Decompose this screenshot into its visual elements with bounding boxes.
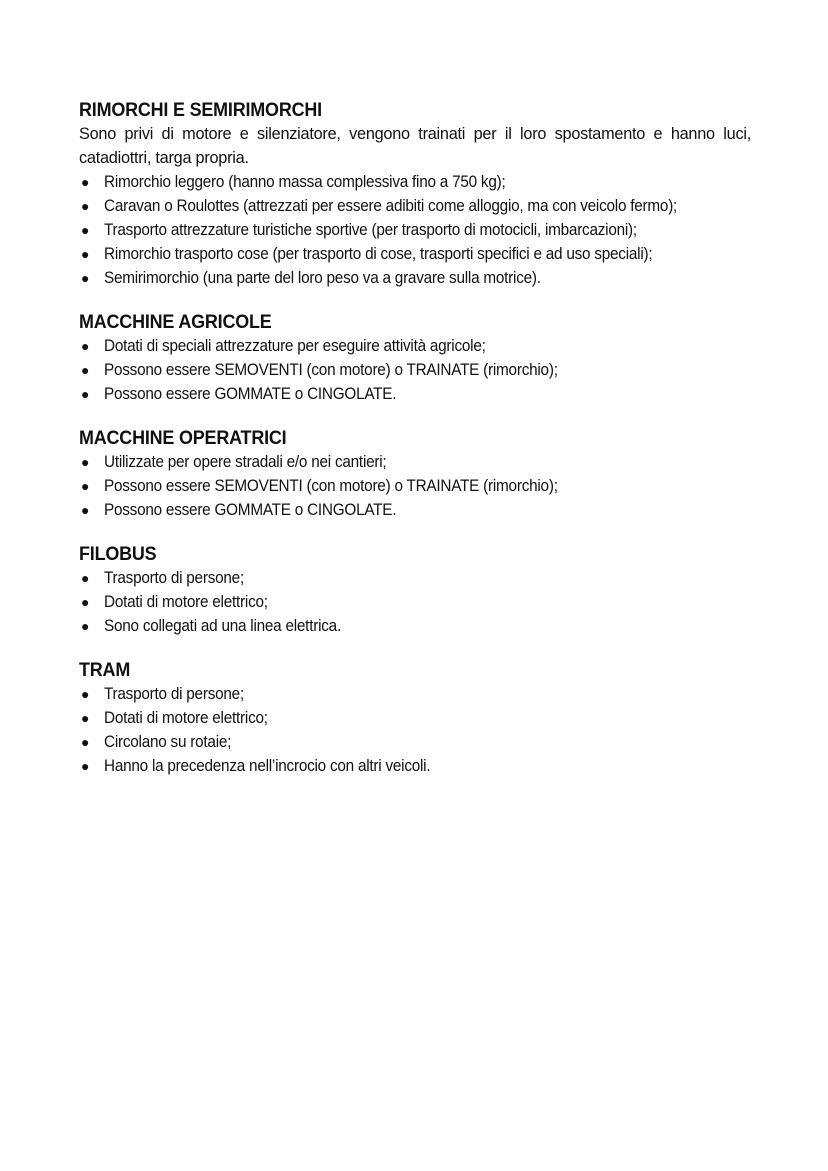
list-item: ● Dotati di motore elettrico;: [79, 590, 751, 614]
list-item: ● Rimorchio leggero (hanno massa complessiva fino a 750 kg);: [79, 170, 751, 194]
bullet-icon: ●: [81, 174, 90, 190]
section-tram: [79, 658, 751, 778]
section-title: TRAM: [79, 659, 131, 681]
bullet-list: [79, 170, 751, 290]
list-item: ● Circolano su rotaie;: [79, 730, 751, 754]
list-item: ● Trasporto di persone;: [79, 682, 751, 706]
section-macchine-operatrici: [79, 426, 751, 522]
list-item: ● Dotati di speciali attrezzature per eseguire attività agricole;: [79, 334, 751, 358]
list-item: ● Dotati di motore elettrico;: [79, 706, 751, 730]
list-item: ● Possono essere GOMMATE o CINGOLATE.: [79, 382, 751, 406]
bullet-icon: ●: [81, 758, 90, 774]
bullet-icon: ●: [81, 222, 90, 238]
section-title: RIMORCHI E SEMIRIMORCHI: [79, 99, 322, 121]
section-intro: Sono privi di motore e silenziatore, vengono trainati per il loro spostamento e hanno luci, catadiottri, targa propria.: [79, 125, 751, 167]
bullet-list: [79, 682, 751, 778]
list-item: ● Trasporto attrezzature turistiche sportive (per trasporto di motocicli, imbarcazioni);: [79, 218, 751, 242]
list-item: ● Possono essere GOMMATE o CINGOLATE.: [79, 498, 751, 522]
bullet-list: [79, 334, 751, 406]
bullet-icon: ●: [81, 570, 90, 586]
section-title: FILOBUS: [79, 543, 157, 565]
bullet-icon: ●: [81, 734, 90, 750]
bullet-icon: ●: [81, 710, 90, 726]
bullet-icon: ●: [81, 686, 90, 702]
bullet-icon: ●: [81, 618, 90, 634]
bullet-icon: ●: [81, 362, 90, 378]
document-page: [79, 98, 751, 798]
section-title: MACCHINE OPERATRICI: [79, 427, 287, 449]
list-item: ● Possono essere SEMOVENTI (con motore) o TRAINATE (rimorchio);: [79, 474, 751, 498]
list-item: ● Hanno la precedenza nell’incrocio con altri veicoli.: [79, 754, 751, 778]
bullet-icon: ●: [81, 386, 90, 402]
bullet-icon: ●: [81, 478, 90, 494]
list-item: ● Rimorchio trasporto cose (per trasporto di cose, trasporti specifici e ad uso speciali);: [79, 242, 751, 266]
bullet-list: [79, 450, 751, 522]
section-rimorchi: [79, 98, 751, 290]
list-item: ● Caravan o Roulottes (attrezzati per essere adibiti come alloggio, ma con veicolo fermo);: [79, 194, 751, 218]
bullet-icon: ●: [81, 338, 90, 354]
bullet-icon: ●: [81, 594, 90, 610]
list-item: ● Semirimorchio (una parte del loro peso va a gravare sulla motrice).: [79, 266, 751, 290]
bullet-icon: ●: [81, 198, 90, 214]
bullet-icon: ●: [81, 502, 90, 518]
bullet-list: [79, 566, 751, 638]
section-filobus: [79, 542, 751, 638]
list-item: ● Sono collegati ad una linea elettrica.: [79, 614, 751, 638]
list-item: ● Trasporto di persone;: [79, 566, 751, 590]
list-item: ● Possono essere SEMOVENTI (con motore) o TRAINATE (rimorchio);: [79, 358, 751, 382]
section-macchine-agricole: [79, 310, 751, 406]
list-item: ● Utilizzate per opere stradali e/o nei cantieri;: [79, 450, 751, 474]
section-title: MACCHINE AGRICOLE: [79, 311, 272, 333]
bullet-icon: ●: [81, 454, 90, 470]
bullet-icon: ●: [81, 246, 90, 262]
bullet-icon: ●: [81, 270, 90, 286]
